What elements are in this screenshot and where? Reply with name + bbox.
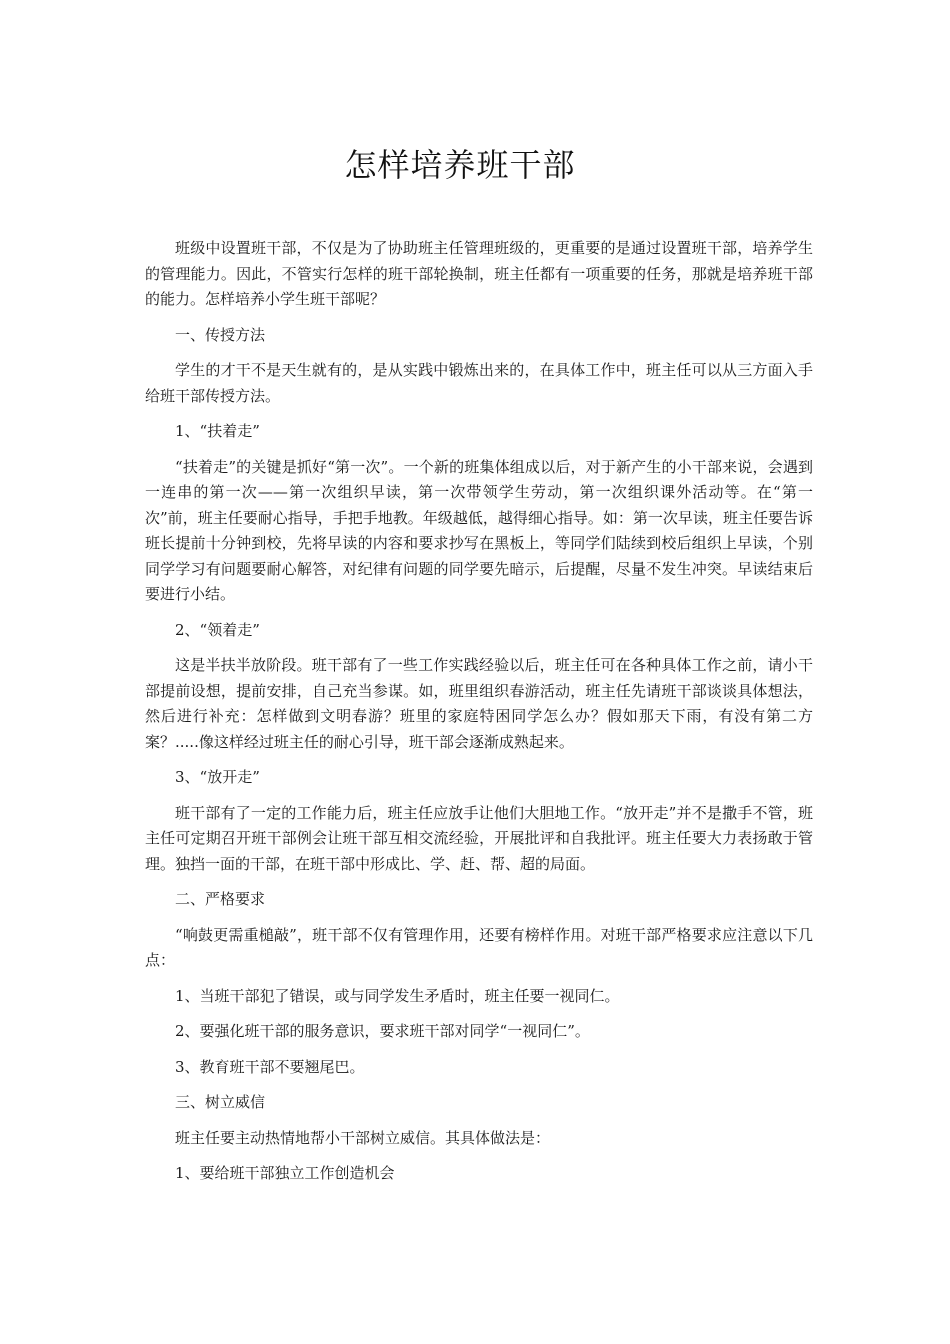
list-item: 2、要强化班干部的服务意识，要求班干部对同学“一视同仁”。 — [175, 1022, 590, 1040]
subheading-1-2: 2、“领着走” — [175, 620, 260, 639]
list-item: 3、教育班干部不要翘尾巴。 — [175, 1057, 365, 1076]
list-item: 1、要给班干部独立工作创造机会 — [175, 1164, 395, 1182]
subheading-1-3: 3、“放开走” — [175, 768, 260, 786]
list-item: 1、当班干部犯了错误，或与同学发生矛盾时，班主任要一视同仁。 — [175, 986, 620, 1005]
paragraph: 班干部有了一定的工作能力后，班主任应放手让他们大胆地工作。“放开走”并不是撒手不管，班主任可定期召开班干部例会让班干部互相交流经验，开展批评和自我批评。班主任要大力表扬敢于管理。独挡一面的干部，在班干部中形成比、学、赶、帮、超的局面。 — [145, 803, 813, 873]
document-title: 怎样培养班干部 — [344, 146, 576, 184]
paragraph: 班主任要主动热情地帮小干部树立威信。其具体做法是： — [175, 1128, 551, 1147]
paragraph: 学生的才干不是天生就有的，是从实践中锻炼出来的，在具体工作中，班主任可以从三方面入手给班干部传授方法。 — [145, 361, 813, 405]
paragraph: “响鼓更需重槌敲”，班干部不仅有管理作用，还要有榜样作用。对班干部严格要求应注意以下几点： — [145, 925, 813, 969]
intro-paragraph: 班级中设置班干部，不仅是为了协助班主任管理班级的，更重要的是通过设置班干部，培养学生的管理能力。因此，不管实行怎样的班干部轮换制，班主任都有一项重要的任务，那就是培养班干部的能力。怎样培养小学生班干部呢？ — [145, 239, 813, 308]
paragraph: “扶着走”的关键是抓好“第一次”。一个新的班集体组成以后，对于新产生的小干部来说，会遇到一连串的第一次——第一次组织早读，第一次带领学生劳动，第一次组织课外活动等。在“第一次”前，班主任要耐心指导，手把手地教。年级越低，越得细心指导。如：第一次早读，班主任要告诉班长提前十分钟到校，先将早读的内容和要求抄写在黑板上，等同学们陆续到校后组织上早读，个别同学学习有问题要耐心解答，对纪律有问题的同学要先暗示，后提醒，尽量不发生冲突。早读结束后要进行小结。 — [145, 457, 813, 603]
document-body — [145, 236, 813, 1197]
section-heading-2: 二、严格要求 — [175, 890, 266, 908]
subheading-1-1: 1、“扶着走” — [175, 422, 260, 440]
section-heading-1: 一、传授方法 — [175, 325, 266, 344]
section-heading-3: 三、树立威信 — [175, 1093, 266, 1111]
paragraph: 这是半扶半放阶段。班干部有了一些工作实践经验以后，班主任可在各种具体工作之前，请小干部提前设想，提前安排，自己充当参谋。如，班里组织春游活动，班主任先请班干部谈谈具体想法，然后进行补充：怎样做到文明春游？班里的家庭特困同学怎么办？假如那天下雨，有没有第二方案？.....像这样经过班主任的耐心引导，班干部会逐渐成熟起来。 — [145, 656, 813, 751]
